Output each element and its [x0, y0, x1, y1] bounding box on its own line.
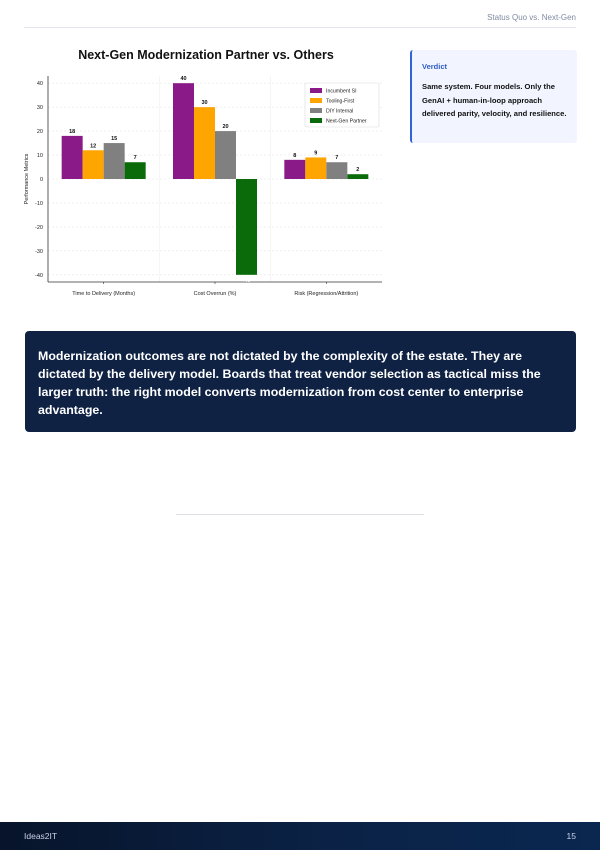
bar-incumbent-si: [173, 83, 194, 179]
x-tick-label: Time to Delivery (Months): [72, 291, 136, 297]
data-label: 7: [133, 155, 137, 162]
y-tick-label: 20: [36, 129, 43, 136]
data-label: 18: [69, 128, 76, 135]
y-tick-label: -10: [35, 200, 43, 207]
bar-next-gen-partner: [347, 174, 368, 179]
verdict-box: [410, 50, 577, 143]
legend-entry: Incumbent SI: [326, 88, 357, 95]
data-label: 30: [201, 100, 208, 107]
bar-tooling-first: [305, 157, 326, 179]
data-label: 7: [335, 155, 339, 162]
data-label: -40: [242, 277, 251, 284]
legend-swatch: [310, 88, 322, 93]
bar-chart: [20, 44, 392, 306]
page-number: 15: [566, 831, 576, 841]
x-tick-label: Cost Overrun (%): [193, 291, 237, 297]
x-tick-label: Risk (Regression/Attrition): [294, 291, 359, 297]
y-tick-label: 30: [36, 105, 43, 112]
data-label: 40: [180, 76, 187, 83]
header-divider: [24, 27, 576, 28]
section-divider: [176, 514, 424, 515]
bar-next-gen-partner: [236, 179, 257, 275]
bar-incumbent-si: [284, 160, 305, 179]
y-tick-label: -40: [35, 272, 43, 279]
verdict-label: Verdict: [422, 62, 448, 71]
y-tick-label: -20: [35, 224, 43, 231]
page-footer: [0, 822, 600, 850]
legend-swatch: [310, 98, 322, 103]
data-label: 2: [356, 167, 360, 174]
chart-title: Next-Gen Modernization Partner vs. Others: [78, 48, 334, 62]
legend-entry: Tooling-First: [326, 98, 355, 105]
data-label: 20: [222, 124, 229, 131]
bar-incumbent-si: [62, 136, 83, 179]
bar-tooling-first: [194, 107, 215, 179]
legend-entry: Next-Gen Partner: [326, 118, 367, 125]
data-label: 8: [293, 152, 297, 159]
data-label: 9: [314, 150, 318, 157]
legend-entry: DIY Internal: [326, 108, 354, 115]
y-tick-label: 10: [36, 153, 43, 160]
bar-diy-internal: [326, 162, 347, 179]
bar-tooling-first: [83, 150, 104, 179]
y-axis-label: Performance Metrics: [24, 153, 30, 205]
footer-brand: Ideas2IT: [24, 831, 58, 841]
y-tick-label: 0: [39, 177, 43, 183]
chart-container: [20, 44, 392, 306]
verdict-text: Same system. Four models. Only the GenAI + human-in-loop approach delivered parity, velocity, and resilience.: [422, 82, 567, 118]
callout-box: [25, 331, 576, 432]
section-header: Status Quo vs. Next-Gen: [487, 13, 576, 22]
bar-next-gen-partner: [125, 162, 146, 179]
data-label: 12: [90, 143, 97, 150]
bar-diy-internal: [215, 131, 236, 179]
y-tick-label: 40: [36, 81, 43, 88]
y-tick-label: -30: [35, 248, 43, 255]
legend-swatch: [310, 118, 322, 123]
callout-text: Modernization outcomes are not dictated by the complexity of the estate. They are dictated by the delivery model. Boards that treat vendor selection as tactical miss the larger truth: the right model converts modernization from cost center to enterprise advantage.: [38, 349, 541, 417]
bar-diy-internal: [104, 143, 125, 179]
legend-swatch: [310, 108, 322, 113]
data-label: 15: [111, 136, 118, 143]
